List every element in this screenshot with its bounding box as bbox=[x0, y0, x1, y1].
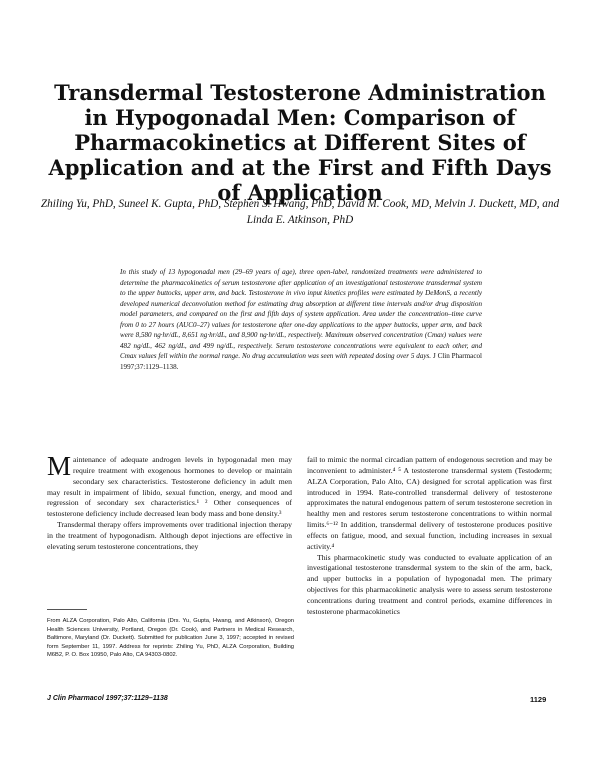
body-paragraph bbox=[47, 451, 292, 520]
abstract-citation: J Clin Pharmacol 1997;37:1129–1138. bbox=[120, 352, 482, 371]
body-paragraph: Transdermal therapy offers improvements over traditional injection therapy in the treatment of hypogonadism. Although depot injections are effective in elevating serum testosterone concentrations, they bbox=[47, 520, 292, 551]
footnote-divider bbox=[47, 609, 87, 610]
drop-cap: M bbox=[47, 451, 72, 481]
page-number: 1129 bbox=[530, 695, 547, 704]
author-list: Zhiling Yu, PhD, Suneel K. Gupta, PhD, Stephen S. Hwang, PhD, David M. Cook, MD, Melvin J. Duckett, MD, and Linda E. Atkinson, PhD bbox=[40, 198, 560, 226]
body-paragraph: fail to mimic the normal circadian pattern of endogenous secretion and may be inconvenient to administer.⁴ ⁵ A testosterone transdermal system (Testoderm; ALZA Corporation, Palo Alto, CA) designed for scrotal application was first introduced in 1994. Rate-controlled transdermal delivery of testosterone approximates the natural endogenous pattern of serum testosterone secretion in healthy men and restores serum testosterone concentrations to within normal limits.⁶⁻¹² In addition, transdermal delivery of testosterone produces positive effects on fatigue, mood, and sexual function, including increases in sexual activity.⁴ bbox=[307, 455, 552, 551]
body-column-right bbox=[307, 455, 552, 618]
paragraph-text: aintenance of adequate androgen levels in hypogonadal men may require treatment with exogenous hormones to develop or maintain secondary sex characteristics. Testosterone deficiency in adult men may result in impairment of libido, sexual function, energy, and mood and regression of secondary sex characteristics.¹ ² Other consequences of testosterone deficiency include decreased lean body mass and bone density.³ bbox=[47, 455, 292, 519]
abstract bbox=[120, 267, 482, 372]
body-column-left bbox=[47, 451, 292, 553]
abstract-text: In this study of 13 hypogonadal men (29–69 years of age), three open-label, randomized treatments were administered to determine the pharmacokinetics of serum testosterone after application of an investigational testosterone transdermal system to the upper buttocks, upper arm, and back. Testosterone in vivo input kinetics profiles were estimated by DeMonS, a recently developed numerical deconvolution method for estimating drug absorption at different time intervals and/or drug disposition model parameters, and compared on the first and fifth days of system application. Area under the concentration–time curve from 0 to 27 hours (AUC0–27) values for testosterone after one-day applications to the upper buttocks, upper arm, and back were 8,580 ng·hr/dL, 8,651 ng·hr/dL, and 8,900 ng·hr/dL, respectively. Maximum observed concentration (Cmax) values were 482 ng/dL, 462 ng/dL, and 499 ng/dL, respectively. Serum testosterone concentrations were equivalent to each other, and Cmax values fell within the normal range. No drug accumulation was seen with repeated dosing over 5 days. bbox=[120, 268, 482, 360]
article-title: Transdermal Testosterone Administration in Hypogonadal Men: Comparison of Pharmacokinetics at Different Sites of Application and at the First and Fifth Days of Application bbox=[48, 80, 552, 206]
journal-citation-footer: J Clin Pharmacol 1997;37:1129–1138 bbox=[47, 695, 168, 702]
affiliation-footnote: From ALZA Corporation, Palo Alto, California (Drs. Yu, Gupta, Hwang, and Atkinson), Oregon Health Sciences University, Portland, Oregon (Dr. Cook), and Partners in Medical Research, Baltimore, Maryland (Dr. Duckett). Submitted for publication June 3, 1997; accepted in revised form September 11, 1997. Address for reprints: Zhiling Yu, PhD, ALZA Corporation, Building M6B2, P. O. Box 10950, Palo Alto, CA 94303-0802. bbox=[47, 618, 294, 659]
body-paragraph: This pharmacokinetic study was conducted to evaluate application of an investigational testosterone transdermal system to the skin of the arm, back, and upper buttocks in a population of hypogonadal men. The primary objectives for this pharmacokinetic analysis were to assess serum testosterone concentrations during treatment and control periods, examine differences in testosterone pharmacokinetics bbox=[307, 552, 552, 616]
